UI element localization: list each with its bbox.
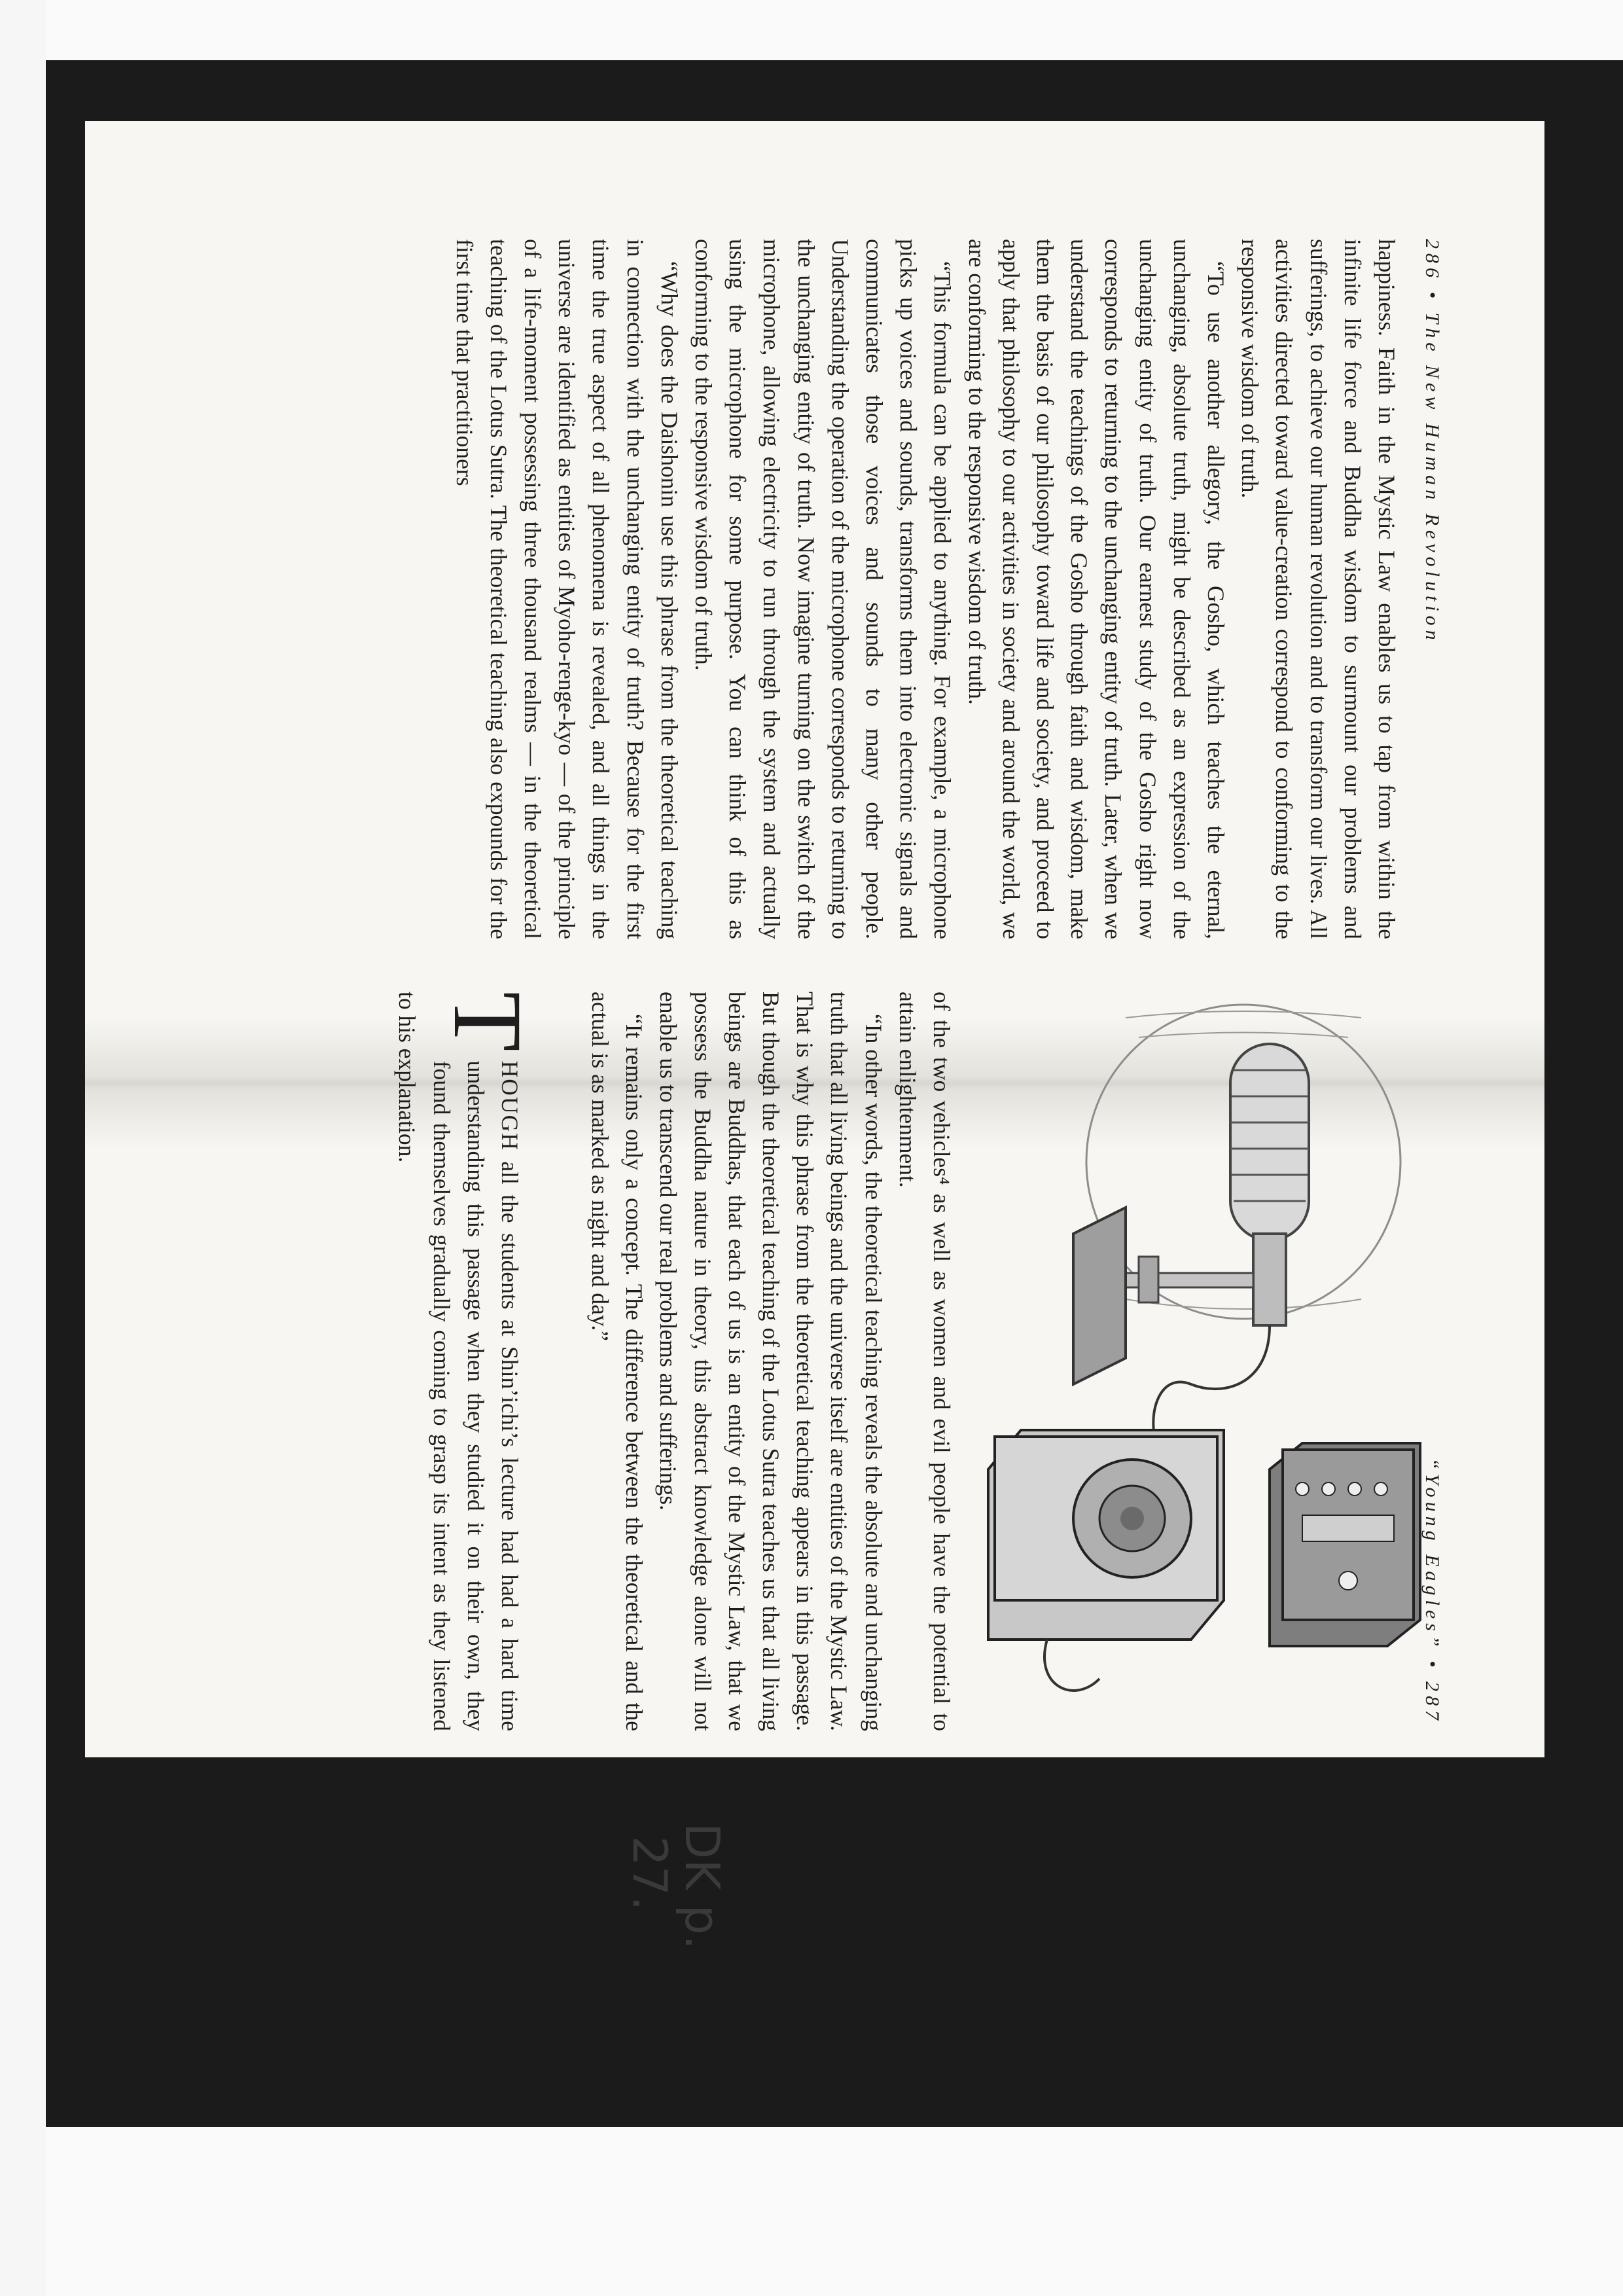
paragraph: “To use another allegory, the Gosho, which teaches the eternal, unchanging, absolute truth, might be described as an expression of the unchanging entity of truth. Our earnest study of the Gosho right now corresponds to returning to the unchanging entity of truth. Later, when we understand the teachings of the Gosho through faith and wisdom, make them the basis of our philosophy toward life and society, and proceed to apply that philosophy to our activities in society and around the world, we are conforming to the responsive wisdom of truth. xyxy=(963,239,1229,939)
scan-margin-left xyxy=(0,0,46,2296)
microphone-illustration xyxy=(962,992,1440,1744)
page-287 xyxy=(85,965,1544,1757)
handwritten-note-line2: 27. xyxy=(622,1836,677,1911)
amplifier-icon xyxy=(1270,1443,1420,1646)
right-page-body-lower xyxy=(390,992,542,1731)
handwritten-note-line1: DK p. xyxy=(675,1823,730,1950)
scan-margin-top xyxy=(0,0,1623,60)
speaker-icon xyxy=(988,1430,1224,1640)
paragraph: of the two vehicles⁴ as well as women and evil people have the potential to attain enlightenment. xyxy=(894,992,955,1731)
rotated-book-spread xyxy=(85,121,1544,1757)
section-opening-paragraph xyxy=(390,992,542,1731)
page-286 xyxy=(85,121,1544,939)
paragraph: happiness. Faith in the Mystic Law enables us to tap from within the infinite life force and Buddha wisdom to surmount our problems and sufferings, to achieve our human revolution and to transform our lives. All activities directed toward value-creation correspond to conforming to the responsive wisdom of truth. xyxy=(1237,239,1400,939)
microphone-icon xyxy=(1073,1044,1309,1384)
running-head-right: “Young Eagles” • 287 xyxy=(1421,1458,1443,1725)
speaker-cable xyxy=(1044,1640,1099,1691)
right-page-body-upper xyxy=(583,992,959,1731)
drop-cap: T xyxy=(433,992,542,1052)
left-page-body xyxy=(447,239,1404,939)
running-head-left: 286 • The New Human Revolution xyxy=(1421,239,1443,645)
paragraph: “It remains only a concept. The difference between the theoretical and the actual is as marked as night and day.” xyxy=(586,992,648,1731)
paragraph: “This formula can be applied to anything. For example, a microphone picks up voices and sounds, transforms them into electronic signals and communicates those voices and sounds to many other people. Understanding the operation of the microphone corresponds to returning to the unchanging entity of truth. Now imagine turning on the switch of the microphone, allowing electricity to run through the system and actually using the microphone for some purpose. You can think of this as conforming to the responsive wisdom of truth. xyxy=(690,239,956,939)
paragraph: “In other words, the theoretical teaching reveals the absolute and unchanging truth that all living beings and the universe itself are entities of the Mystic Law. That is why this phrase from the theoretical teaching appears in this passage. But though the theoretical teaching of the Lotus Sutra teaches us that all living beings are Buddhas, that each of us is an entity of the Mystic Law, that we possess the Buddha nature in theory, this abstract knowledge alone will not enable us to transcend our real problems and sufferings. xyxy=(655,992,887,1731)
paragraph-text: all the students at Shin’ichi’s lecture had had a hard time understanding this passage when they studied it on their own, they found themselves gradually coming to grasp its intent as they listened to his explanation. xyxy=(394,992,523,1731)
paragraph: “Why does the Daishonin use this phrase from the theoretical teaching in connection with the unchanging entity of truth? Because for the first time the true aspect of all phenomena is revealed, and all things in the universe are identified as entities of Myoho-renge-kyo — of the principle of a life-moment possessing three thousand realms — in the theoretical teaching of the Lotus Sutra. The theoretical teaching also expounds for the first time that practitioners xyxy=(451,239,683,939)
scan-margin-bottom xyxy=(0,2127,1623,2296)
small-caps-lead: HOUGH xyxy=(497,1060,523,1151)
